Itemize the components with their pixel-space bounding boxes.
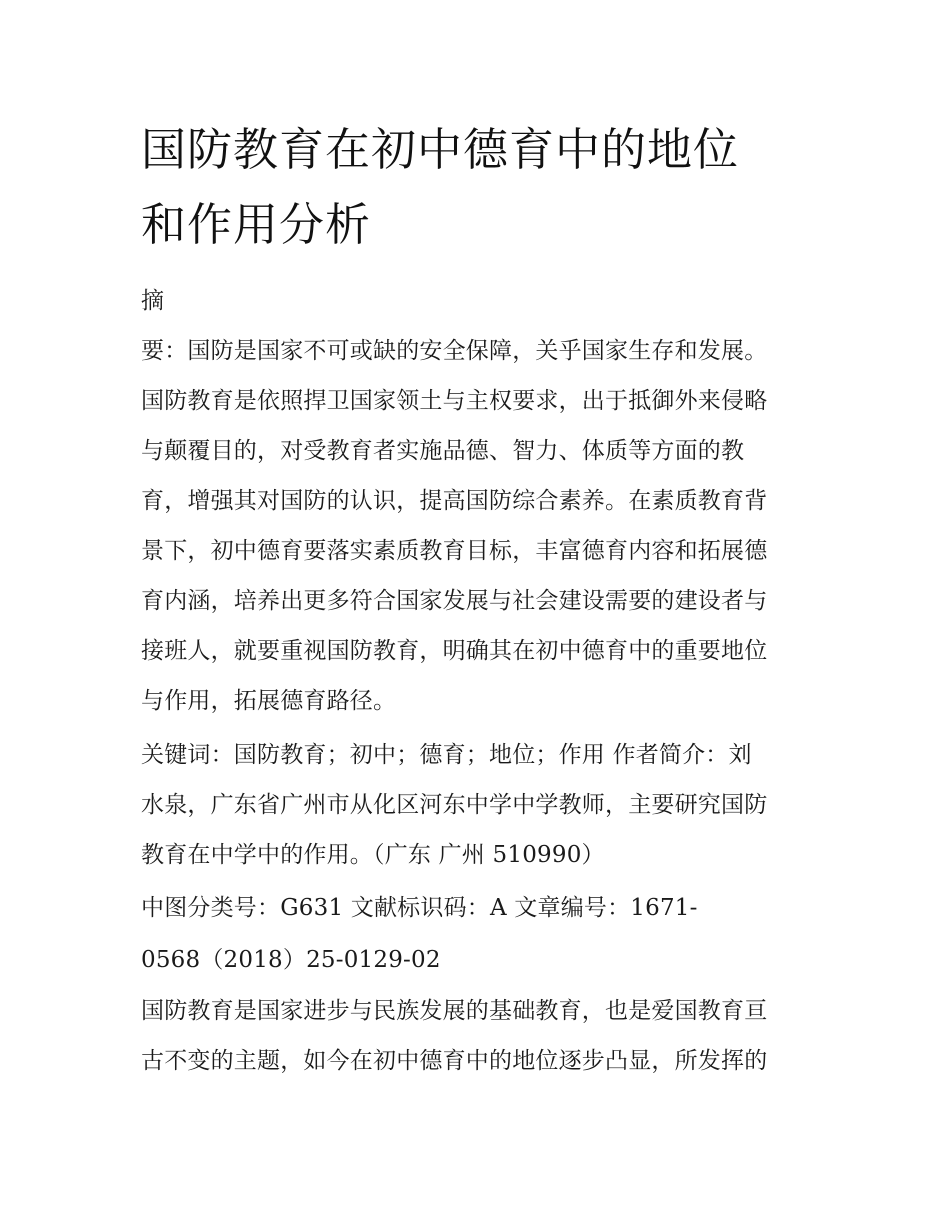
title-line-2: 和作用分析 xyxy=(141,198,372,251)
classification-line: 0568（2018）25-0129-02 xyxy=(141,947,441,973)
document-title xyxy=(141,112,821,262)
body-line: 古不变的主题，如今在初中德育中的地位逐步凸显，所发挥的 xyxy=(141,1048,768,1074)
author-line: 水泉，广东省广州市从化区河东中学中学教师，主要研究国防 xyxy=(141,792,768,818)
body-line: 国防教育是国家进步与民族发展的基础教育，也是爱国教育亘 xyxy=(141,998,768,1024)
abstract-label-line: 摘 xyxy=(141,288,165,314)
keywords-line: 关键词：国防教育；初中；德育；地位；作用 作者简介：刘 xyxy=(141,742,752,768)
abstract-line: 育，增强其对国防的认识，提高国防综合素养。在素质教育背 xyxy=(141,488,768,514)
abstract-line: 景下，初中德育要落实素质教育目标，丰富德育内容和拓展德 xyxy=(141,538,768,564)
abstract-line: 与颠覆目的，对受教育者实施品德、智力、体质等方面的教 xyxy=(141,438,745,464)
abstract-line: 国防教育是依照捍卫国家领土与主权要求，出于抵御外来侵略 xyxy=(141,388,768,414)
title-line-1: 国防教育在初中德育中的地位 xyxy=(141,123,740,176)
abstract-line: 接班人，就要重视国防教育，明确其在初中德育中的重要地位 xyxy=(141,638,768,664)
abstract-line: 与作用，拓展德育路径。 xyxy=(141,688,397,714)
abstract-line: 要：国防是国家不可或缺的安全保障，关乎国家生存和发展。 xyxy=(141,338,768,364)
author-line: 教育在中学中的作用。（广东 广州 510990） xyxy=(141,842,605,868)
classification-line: 中图分类号：G631 文献标识码：A 文章编号：1671- xyxy=(141,895,698,921)
abstract-line: 育内涵，培养出更多符合国家发展与社会建设需要的建设者与 xyxy=(141,588,768,614)
